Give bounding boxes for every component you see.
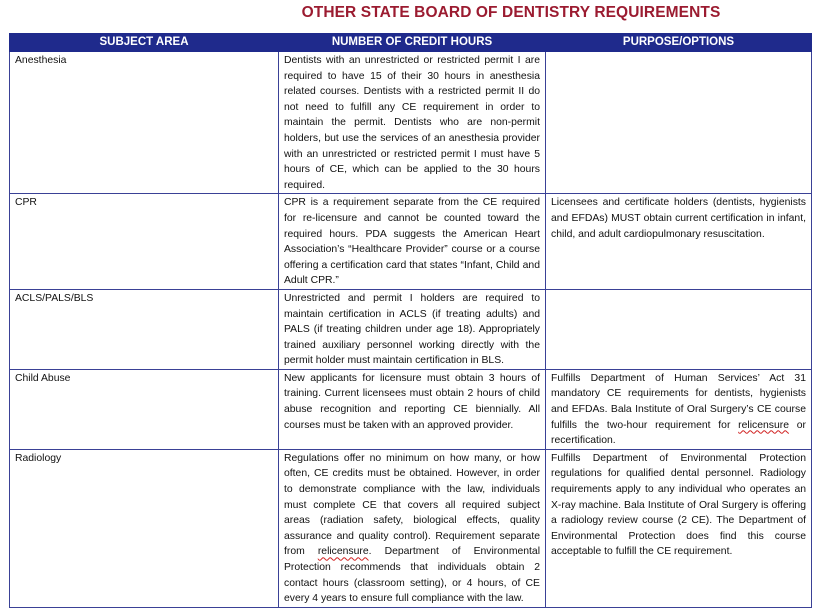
credit-hours-cell: Unrestricted and permit I holders are required to maintain certification in ACLS (if treating adults) and PALS (if treating children under age 18). Appropriately trained auxiliary personnel working directly with the permit holder must maintain certification in BLS.	[279, 289, 546, 369]
subject-cell: Anesthesia	[10, 52, 279, 194]
subject-cell: Radiology	[10, 449, 279, 607]
credit-text-after: . Department of Environmental Protection recommends that individuals obtain 2 contact hours (classroom setting), or 4 hours, of CE every 4 years to ensure full compliance with the law.	[284, 546, 541, 605]
header-credit-hours: NUMBER OF CREDIT HOURS	[279, 34, 546, 52]
table-row-radiology	[10, 449, 812, 607]
purpose-cell: Fulfills Department of Environmental Protection regulations for qualified dental personnel. Radiology requirements apply to any individual who operates an X-ray machine. Bala Institute of Oral Surgery is offering a radiology review course (2 CE). The Department of Environmental Protection does find this course acceptable to fulfill the CE requirement.	[546, 449, 812, 607]
credit-hours-cell: CPR is a requirement separate from the CE required for re-licensure and cannot be counted toward the required hours. PDA suggests the American Heart Association’s “Healthcare Provider” course or a course offering a certification card that states “Infant, Child and Adult CPR.”	[279, 194, 546, 290]
subject-cell: ACLS/PALS/BLS	[10, 289, 279, 369]
purpose-cell: Licensees and certificate holders (dentists, hygienists and EFDAs) MUST obtain current certification in infant, child, and adult cardiopulmonary resuscitation.	[546, 194, 812, 290]
table-row-acls-pals-bls	[10, 289, 812, 369]
page-title: OTHER STATE BOARD OF DENTISTRY REQUIREMENTS	[301, 4, 721, 21]
spellcheck-marked-word: relicensure	[738, 419, 789, 431]
spellcheck-marked-word: relicensure	[317, 546, 369, 558]
credit-hours-cell: New applicants for licensure must obtain 3 hours of training. Current licensees must obtain 2 hours of child abuse recognition and reporting CE biennially. All courses must be taken with an approved provider.	[279, 369, 546, 449]
purpose-cell	[546, 52, 812, 194]
requirements-table	[9, 33, 812, 608]
credit-hours-cell	[279, 449, 546, 607]
table-row-cpr	[10, 194, 812, 290]
subject-cell: Child Abuse	[10, 369, 279, 449]
purpose-cell	[546, 369, 812, 449]
credit-hours-cell: Dentists with an unrestricted or restricted permit I are required to have 15 of their 30 hours in anesthesia related courses. Dentists with a restricted permit II do not need to fulfill any CE requirement in order to maintain the permit. Dentists who are non-permit holders, but use the services of an anesthesia provider with an unrestricted or restricted permit I must have 5 hours of CE, which can be applied to the 30 hours required.	[279, 52, 546, 194]
subject-cell: CPR	[10, 194, 279, 290]
purpose-cell	[546, 289, 812, 369]
purpose-text-before: Fulfills Department of Human Services’ Act 31 mandatory CE requirements for dentists, hygienists and EFDAs. Bala Institute of Oral Surgery’s CE course fulfills the two-hour requirement for	[551, 372, 806, 431]
credit-text-before: Regulations offer no minimum on how many, or how often, CE credits must be obtained. However, in order to demonstrate compliance with the law, individuals must complete CE that covers all required subject areas (radiation safety, biological effects, quality assurance and quality control). Requirement separate from	[284, 452, 540, 558]
table-header-row	[10, 34, 812, 52]
table-row-anesthesia	[10, 52, 812, 194]
header-purpose-options: PURPOSE/OPTIONS	[546, 34, 812, 52]
purpose-text-after: or recertification.	[551, 419, 806, 447]
header-subject-area: SUBJECT AREA	[10, 34, 279, 52]
table-row-child-abuse	[10, 369, 812, 449]
